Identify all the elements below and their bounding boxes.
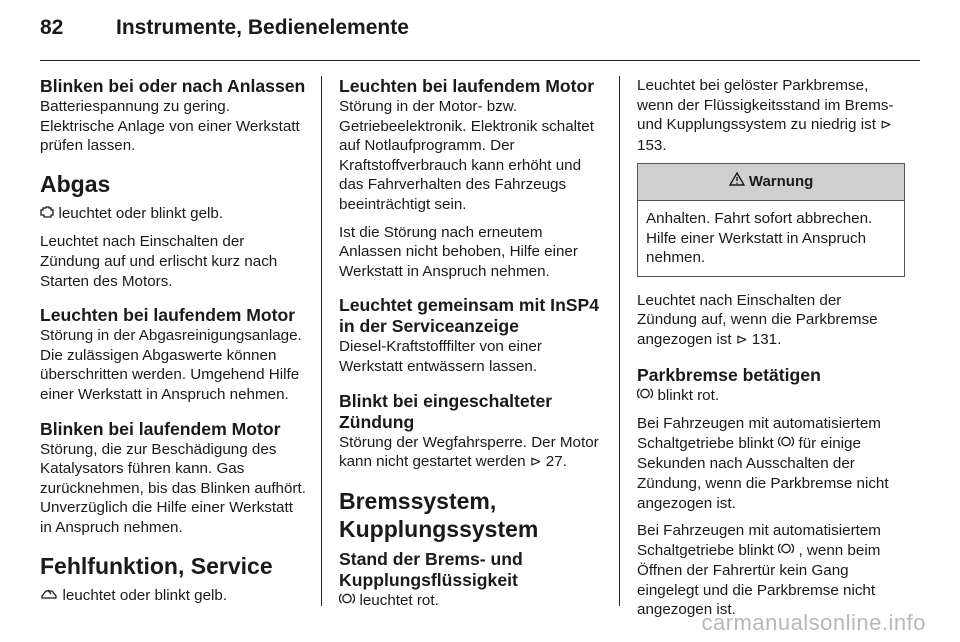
text-blinken-motor: Störung, die zur Beschädigung des Katalysators führen kann. Gas zurücknehmen, bis das Blinken aufhört. Unverzüglich die Hilfe einer Werkstatt in Anspruch nehmen. bbox=[40, 440, 306, 536]
page-reference-link[interactable]: 153. bbox=[637, 136, 667, 154]
column-2 bbox=[339, 76, 605, 619]
heading-insp4: Leuchtet gemeinsam mit InSP4 in der Serviceanzeige bbox=[339, 295, 600, 337]
page-reference-arrow-icon: ⊳ bbox=[529, 454, 542, 471]
warning-text: Anhalten. Fahrt sofort abbrechen. Hilfe einer Werkstatt in Anspruch nehmen. bbox=[646, 209, 873, 267]
page-reference-link[interactable]: 27. bbox=[545, 453, 567, 471]
text-blinken-anlassen: Batteriespannung zu gering. Elektrische Anlage von einer Werkstatt prüfen lassen. bbox=[40, 98, 300, 155]
text-leuchten-motor-2: Störung in der Motor- bzw. Getriebeelektronik. Elektronik schaltet auf Notlaufprogramm. Der Kraftstoffverbrauch kann erhöht und das Fahrverhalten des Fahrzeugs beeinträchtigt sein. bbox=[339, 98, 594, 213]
heading-abgas: Abgas bbox=[40, 170, 111, 197]
brake-circle-icon bbox=[778, 436, 798, 452]
column-divider-1 bbox=[321, 76, 322, 606]
text-fehlfunktion: leuchtet oder blinkt gelb. bbox=[40, 586, 306, 607]
heading-leuchten-motor-2: Leuchten bei laufendem Motor bbox=[339, 76, 595, 96]
heading-leuchten-motor: Leuchten bei laufendem Motor bbox=[40, 305, 296, 326]
heading-bremssystem: Bremssystem, Kupplungssystem bbox=[339, 487, 539, 542]
page-reference-arrow-icon: ⊳ bbox=[880, 117, 892, 134]
text-stand-fluessigkeit: leuchtet rot. bbox=[339, 591, 605, 612]
column-3 bbox=[637, 76, 905, 628]
text-erneut-anlassen: Ist die Störung nach erneutem Anlassen nicht behoben, Hilfe einer Werkstatt in Anspruch nehmen. bbox=[339, 223, 578, 280]
warning-triangle-icon bbox=[729, 173, 749, 190]
page-title: Instrumente, Bedienelemente bbox=[116, 16, 409, 39]
watermark: carmanualsonline.info bbox=[701, 610, 926, 635]
text-abgas-status: leuchtet oder blinkt gelb. bbox=[40, 204, 306, 225]
text-zuendung: Störung der Wegfahrsperre. Der Motor kann nicht gestartet werden ⊳ 27. bbox=[339, 433, 599, 471]
page-reference-link[interactable]: 131. bbox=[751, 330, 782, 348]
engine-icon bbox=[40, 206, 58, 222]
brake-circle-icon bbox=[778, 543, 798, 559]
column-divider-2 bbox=[619, 76, 620, 606]
wrench-car-icon bbox=[40, 588, 62, 604]
heading-zuendung: Blinkt bei eingeschalteter Zündung bbox=[339, 390, 553, 432]
warning-box bbox=[637, 163, 905, 276]
brake-circle-icon bbox=[637, 388, 657, 404]
header-divider bbox=[40, 60, 920, 61]
page-header bbox=[40, 16, 920, 52]
warning-header: Warnung bbox=[638, 164, 904, 201]
heading-blinken-motor: Blinken bei laufendem Motor bbox=[40, 418, 281, 439]
text-leuchten-motor: Störung in der Abgasreinigungsanlage. Die zulässigen Abgaswerte können überschritten werden. Umgehend Hilfe einer Werkstatt in Anspruch nehmen. bbox=[40, 327, 302, 403]
text-leuchtet-nach: Leuchtet nach Einschalten der Zündung auf, wenn die Parkbremse angezogen ist ⊳ 131. bbox=[637, 291, 878, 348]
column-1 bbox=[40, 76, 306, 614]
text-insp4: Diesel-Kraftstofffilter von einer Werkstatt entwässern lassen. bbox=[339, 338, 542, 375]
heading-blinken-anlassen: Blinken bei oder nach Anlassen bbox=[40, 76, 306, 96]
text-blinkt-rot: blinkt rot. bbox=[637, 386, 905, 407]
brake-circle-icon bbox=[339, 593, 359, 609]
page-number: 82 bbox=[40, 16, 64, 39]
text-parkbremse-geloest: Leuchtet bei gelöster Parkbremse, wenn der Flüssigkeitsstand im Brems- und Kupplungssystem zu niedrig ist ⊳ 153. bbox=[637, 77, 894, 154]
text-abgas-zuendung: Leuchtet nach Einschalten der Zündung auf und erlischt kurz nach Starten des Motors. bbox=[40, 233, 278, 290]
page-reference-arrow-icon: ⊳ bbox=[735, 331, 748, 348]
heading-parkbremse-betaetigen: Parkbremse betätigen bbox=[637, 364, 821, 385]
heading-fehlfunktion: Fehlfunktion, Service bbox=[40, 552, 273, 579]
text-automatik-2: Bei Fahrzeugen mit automatisiertem Schaltgetriebe blinkt , wenn beim Öffnen der Fahrertür kein Gang eingelegt und die Parkbremse nicht angezogen ist. bbox=[637, 522, 881, 619]
heading-stand-fluessigkeit: Stand der Brems- und Kupplungsflüssigkeit bbox=[339, 548, 523, 590]
text-automatik-1: Bei Fahrzeugen mit automatisiertem Schaltgetriebe blinkt für einige Sekunden nach Ausschalten der Zündung, wenn die Parkbremse nicht angezogen ist. bbox=[637, 415, 889, 512]
